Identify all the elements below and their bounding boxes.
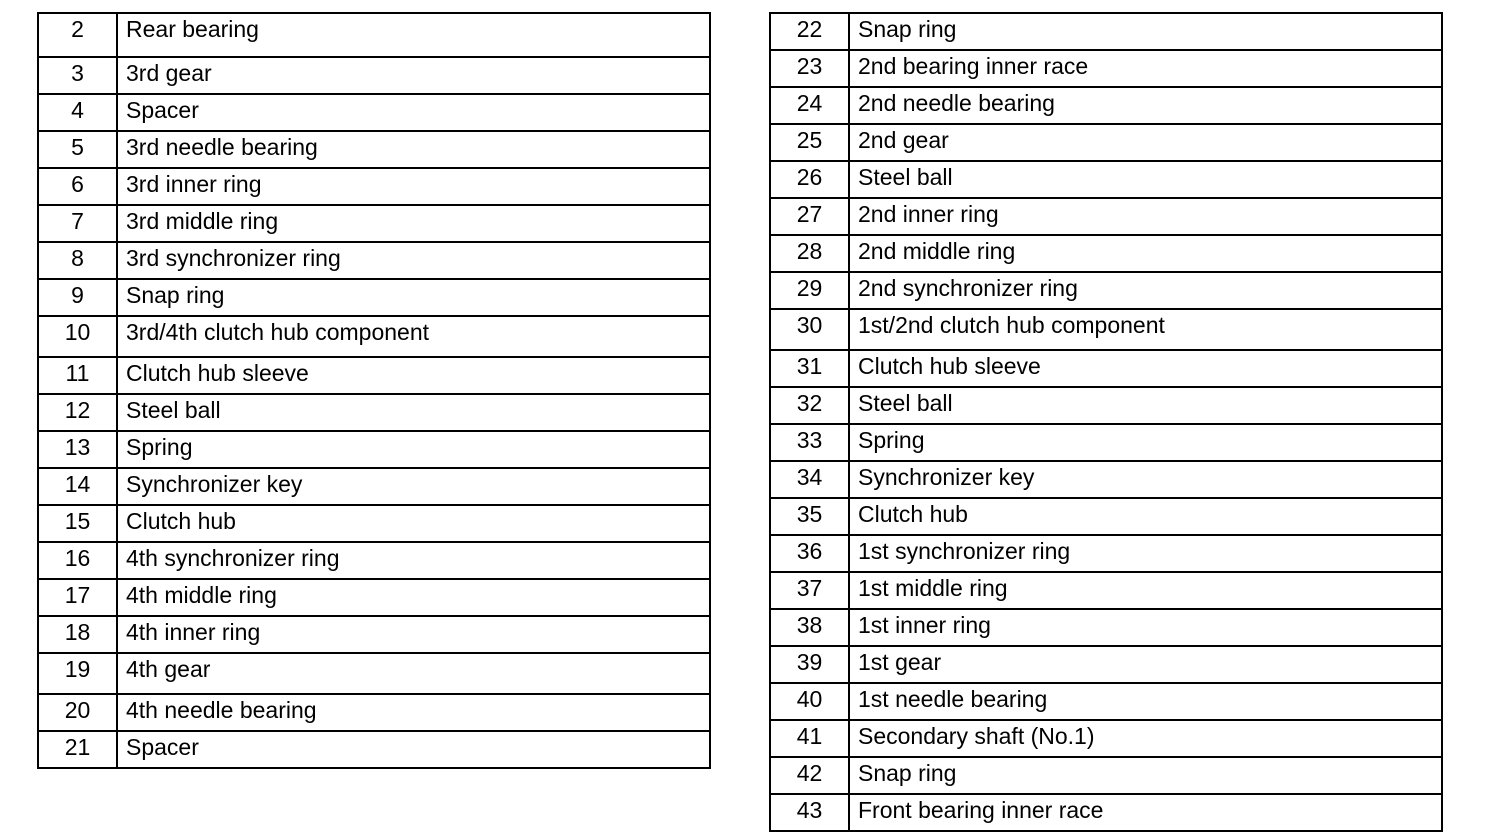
part-number: 26: [770, 161, 849, 198]
part-number: 14: [38, 468, 117, 505]
part-number: 32: [770, 387, 849, 424]
part-name: Snap ring: [849, 757, 1442, 794]
part-name: Secondary shaft (No.1): [849, 720, 1442, 757]
part-name: Synchronizer key: [849, 461, 1442, 498]
table-row: [38, 505, 710, 542]
part-number: 7: [38, 205, 117, 242]
table-row: [38, 542, 710, 579]
table-row: [770, 609, 1442, 646]
table-row: [770, 572, 1442, 609]
table-row: [770, 13, 1442, 50]
part-number: 6: [38, 168, 117, 205]
part-number: 20: [38, 694, 117, 731]
part-number: 17: [38, 579, 117, 616]
part-number: 37: [770, 572, 849, 609]
table-row: [770, 794, 1442, 831]
table-row: [770, 387, 1442, 424]
table-row: [38, 131, 710, 168]
part-name: Steel ball: [849, 387, 1442, 424]
table-row: [38, 316, 710, 357]
part-number: 31: [770, 350, 849, 387]
part-name: 1st inner ring: [849, 609, 1442, 646]
part-name: 4th needle bearing: [117, 694, 710, 731]
parts-table-right: [769, 12, 1443, 832]
part-name: 4th middle ring: [117, 579, 710, 616]
part-name: 2nd gear: [849, 124, 1442, 161]
table-row: [38, 731, 710, 768]
table-row: [38, 616, 710, 653]
table-row: [770, 235, 1442, 272]
part-name: Snap ring: [117, 279, 710, 316]
part-number: 38: [770, 609, 849, 646]
table-row: [38, 242, 710, 279]
table-row: [770, 350, 1442, 387]
part-number: 19: [38, 653, 117, 694]
part-name: 1st middle ring: [849, 572, 1442, 609]
part-name: Clutch hub: [849, 498, 1442, 535]
part-name: 3rd middle ring: [117, 205, 710, 242]
part-number: 43: [770, 794, 849, 831]
part-number: 24: [770, 87, 849, 124]
part-name: Snap ring: [849, 13, 1442, 50]
part-name: 3rd inner ring: [117, 168, 710, 205]
part-name: 3rd synchronizer ring: [117, 242, 710, 279]
part-number: 34: [770, 461, 849, 498]
part-number: 39: [770, 646, 849, 683]
part-name: 2nd middle ring: [849, 235, 1442, 272]
part-number: 5: [38, 131, 117, 168]
part-number: 16: [38, 542, 117, 579]
parts-table-left: [37, 12, 711, 769]
table-row: [770, 161, 1442, 198]
table-row: [770, 309, 1442, 350]
part-name: 2nd bearing inner race: [849, 50, 1442, 87]
part-name: 4th gear: [117, 653, 710, 694]
part-number: 33: [770, 424, 849, 461]
part-number: 36: [770, 535, 849, 572]
table-row: [770, 683, 1442, 720]
part-number: 29: [770, 272, 849, 309]
part-name: Spring: [117, 431, 710, 468]
part-name: Steel ball: [117, 394, 710, 431]
part-name: Clutch hub: [117, 505, 710, 542]
table-row: [770, 535, 1442, 572]
table-row: [770, 198, 1442, 235]
table-row: [38, 579, 710, 616]
part-name: Spacer: [117, 94, 710, 131]
part-name: 3rd/4th clutch hub component: [117, 316, 710, 357]
part-name: 1st/2nd clutch hub component: [849, 309, 1442, 350]
table-row: [38, 357, 710, 394]
part-name: Clutch hub sleeve: [117, 357, 710, 394]
part-name: 2nd inner ring: [849, 198, 1442, 235]
part-number: 15: [38, 505, 117, 542]
part-number: 9: [38, 279, 117, 316]
part-number: 42: [770, 757, 849, 794]
table-row: [770, 461, 1442, 498]
table-row: [770, 424, 1442, 461]
table-row: [770, 124, 1442, 161]
table-row: [38, 394, 710, 431]
part-number: 8: [38, 242, 117, 279]
part-number: 12: [38, 394, 117, 431]
part-number: 21: [38, 731, 117, 768]
part-number: 28: [770, 235, 849, 272]
part-number: 27: [770, 198, 849, 235]
part-name: Clutch hub sleeve: [849, 350, 1442, 387]
part-name: Synchronizer key: [117, 468, 710, 505]
part-number: 23: [770, 50, 849, 87]
table-row: [38, 279, 710, 316]
table-row: [38, 57, 710, 94]
table-row: [770, 757, 1442, 794]
table-row: [770, 720, 1442, 757]
part-name: 4th inner ring: [117, 616, 710, 653]
table-row: [38, 694, 710, 731]
part-name: Rear bearing: [117, 13, 710, 57]
part-number: 13: [38, 431, 117, 468]
part-number: 2: [38, 13, 117, 57]
table-row: [38, 653, 710, 694]
part-number: 3: [38, 57, 117, 94]
part-name: 3rd needle bearing: [117, 131, 710, 168]
table-row: [38, 431, 710, 468]
part-name: 4th synchronizer ring: [117, 542, 710, 579]
table-row: [770, 87, 1442, 124]
part-name: 2nd needle bearing: [849, 87, 1442, 124]
table-row: [770, 50, 1442, 87]
table-row: [38, 13, 710, 57]
part-name: 1st needle bearing: [849, 683, 1442, 720]
part-name: 1st synchronizer ring: [849, 535, 1442, 572]
part-name: Spring: [849, 424, 1442, 461]
table-row: [770, 272, 1442, 309]
table-row: [770, 498, 1442, 535]
part-name: Front bearing inner race: [849, 794, 1442, 831]
part-number: 4: [38, 94, 117, 131]
table-row: [770, 646, 1442, 683]
table-row: [38, 94, 710, 131]
part-name: 3rd gear: [117, 57, 710, 94]
part-number: 35: [770, 498, 849, 535]
part-number: 30: [770, 309, 849, 350]
part-name: 2nd synchronizer ring: [849, 272, 1442, 309]
table-row: [38, 468, 710, 505]
part-number: 22: [770, 13, 849, 50]
part-number: 18: [38, 616, 117, 653]
table-row: [38, 168, 710, 205]
part-number: 41: [770, 720, 849, 757]
part-name: 1st gear: [849, 646, 1442, 683]
part-name: Spacer: [117, 731, 710, 768]
table-row: [38, 205, 710, 242]
part-number: 10: [38, 316, 117, 357]
part-name: Steel ball: [849, 161, 1442, 198]
part-number: 40: [770, 683, 849, 720]
part-number: 11: [38, 357, 117, 394]
part-number: 25: [770, 124, 849, 161]
